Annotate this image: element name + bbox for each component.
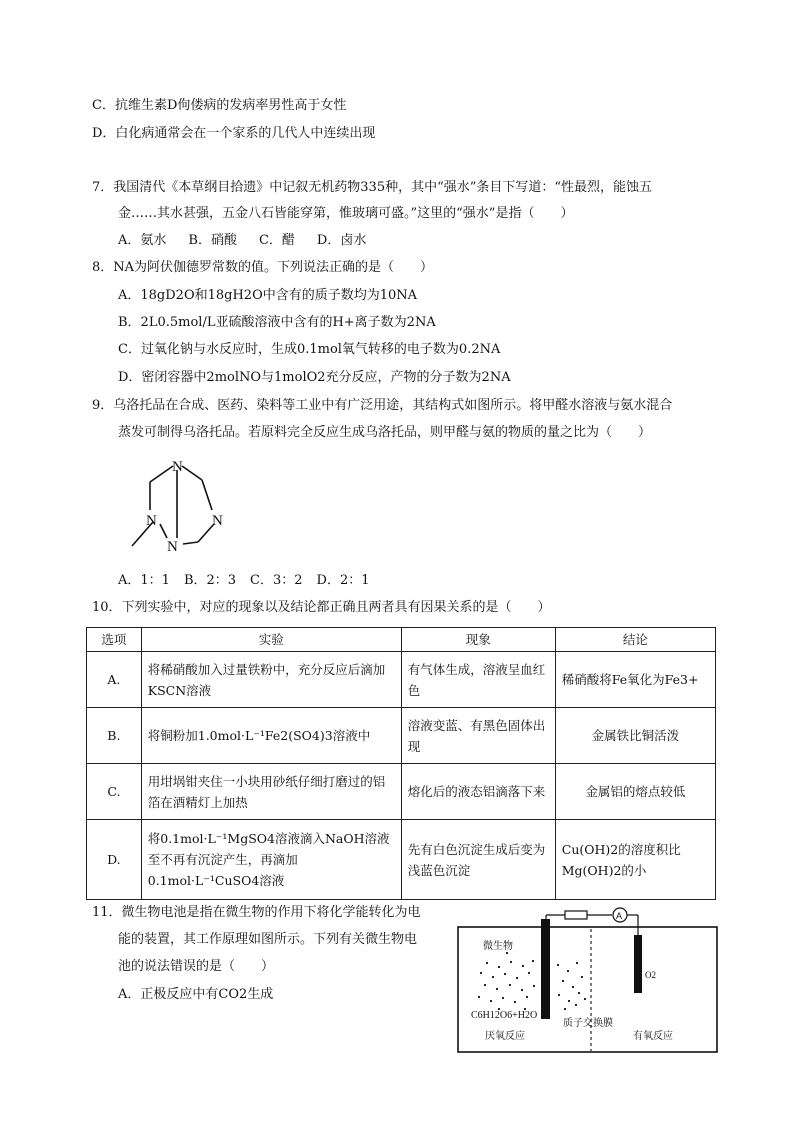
row-conclusion: 金属铝的熔点较低 <box>555 764 715 820</box>
atom-n-bottom: N <box>167 539 178 555</box>
row-phenomenon: 先有白色沉淀生成后变为浅蓝色沉淀 <box>401 820 555 900</box>
row-phenomenon: 有气体生成，溶液呈血红色 <box>401 652 555 708</box>
ammeter-label: A <box>616 911 623 921</box>
q7-stem-line2: 金……其水甚强，五金八石皆能穿第，惟玻璃可盛。”这里的“强水”是指（ ） <box>118 206 574 221</box>
table-row <box>87 764 716 820</box>
q10-stem: 10．下列实验中，对应的现象以及结论都正确且两者具有因果关系的是（ ） <box>92 600 551 615</box>
header-conclusion: 结论 <box>555 628 715 652</box>
urotropine-structure <box>120 448 250 558</box>
row-option: A. <box>87 652 142 708</box>
row-option: B. <box>87 708 142 764</box>
q9-option-d: D．2：1 <box>316 573 370 588</box>
header-experiment: 实验 <box>141 628 401 652</box>
experiment-table <box>86 627 716 900</box>
atom-n-top: N <box>172 459 183 475</box>
row-experiment: 将稀硝酸加入过量铁粉中，充分反应后滴加KSCN溶液 <box>141 652 401 708</box>
q11-stem-line2: 能的装置，其工作原理如图所示。下列有关微生物电 <box>118 932 418 947</box>
anaerobic-label: 厌氧反应 <box>485 1031 525 1042</box>
q7-stem-line1: 7．我国清代《本草纲目拾遗》中记叙无机药物335种，其中“强水”条目下写道：“性最烈，能蚀五 <box>92 180 653 195</box>
prev-option-d: D．白化病通常会在一个家系的几代人中连续出现 <box>92 126 376 141</box>
atom-n-left: N <box>146 513 157 529</box>
row-conclusion: Cu(OH)2的溶度积比Mg(OH)2的小 <box>555 820 715 900</box>
microbial-cell-diagram <box>455 905 720 1055</box>
table-row <box>87 708 716 764</box>
table-row <box>87 652 716 708</box>
reactant-label: C6H12O6+H2O <box>471 1010 538 1021</box>
row-experiment: 将0.1mol·L⁻¹MgSO4溶液滴入NaOH溶液至不再有沉淀产生，再滴加0.1mol·L⁻¹CuSO4溶液 <box>141 820 401 900</box>
row-experiment: 将铜粉加1.0mol·L⁻¹Fe2(SO4)3溶液中 <box>141 708 401 764</box>
table-row <box>87 820 716 900</box>
q8-stem: 8．NA为阿伏伽德罗常数的值。下列说法正确的是（ ） <box>92 260 434 275</box>
q7-option-c: C．醋 <box>258 233 295 248</box>
q7-option-a: A．氨水 <box>118 233 167 248</box>
q8-option-d: D．密闭容器中2molNO与1molO2充分反应，产物的分子数为2NA <box>118 370 511 385</box>
prev-option-c: C．抗维生素D佝偻病的发病率男性高于女性 <box>92 98 347 113</box>
q7-options <box>118 231 366 251</box>
q11-stem-line3: 池的说法错误的是（ ） <box>118 959 275 974</box>
q11-stem-line1: 11．微生物电池是指在微生物的作用下将化学能转化为电 <box>92 905 421 920</box>
q9-options <box>118 571 370 591</box>
q7-option-b: B．硝酸 <box>188 233 237 248</box>
atom-n-right: N <box>212 513 223 529</box>
table-header-row <box>87 628 716 652</box>
q7-option-d: D．卤水 <box>316 233 367 248</box>
q9-option-c: C．3：2 <box>250 573 303 588</box>
microbe-dots <box>478 952 586 1010</box>
q9-stem-line2: 蒸发可制得乌洛托品。若原料完全反应生成乌洛托品，则甲醛与氨的物质的量之比为（ ） <box>118 425 652 440</box>
row-phenomenon: 溶液变蓝、有黑色固体出现 <box>401 708 555 764</box>
microbe-label: 微生物 <box>483 941 513 952</box>
row-phenomenon: 熔化后的液态铝滴落下来 <box>401 764 555 820</box>
row-experiment: 用坩埚钳夹住一小块用砂纸仔细打磨过的铝箔在酒精灯上加热 <box>141 764 401 820</box>
q9-option-b: B．2：3 <box>183 573 237 588</box>
q8-option-b: B．2L0.5mol/L亚硫酸溶液中含有的H+离子数为2NA <box>118 315 436 330</box>
row-option: C. <box>87 764 142 820</box>
q11-option-a: A．正极反应中有CO2生成 <box>118 987 274 1002</box>
header-option: 选项 <box>87 628 142 652</box>
q8-option-c: C．过氧化钠与水反应时，生成0.1mol氧气转移的电子数为0.2NA <box>118 342 501 357</box>
header-phenomenon: 现象 <box>401 628 555 652</box>
q8-option-a: A．18gD2O和18gH2O中含有的质子数均为10NA <box>118 288 418 303</box>
row-conclusion: 稀硝酸将Fe氧化为Fe3+ <box>555 652 715 708</box>
q9-option-a: A．1：1 <box>118 573 170 588</box>
row-option: D. <box>87 820 142 900</box>
row-conclusion: 金属铁比铜活泼 <box>555 708 715 764</box>
membrane-label: 质子交换膜 <box>563 1018 613 1029</box>
oxygen-label: O2 <box>645 970 656 980</box>
aerobic-label: 有氧反应 <box>633 1031 673 1042</box>
q9-stem-line1: 9．乌洛托品在合成、医药、染料等工业中有广泛用途，其结构式如图所示。将甲醛水溶液与氨水混合 <box>92 398 673 413</box>
